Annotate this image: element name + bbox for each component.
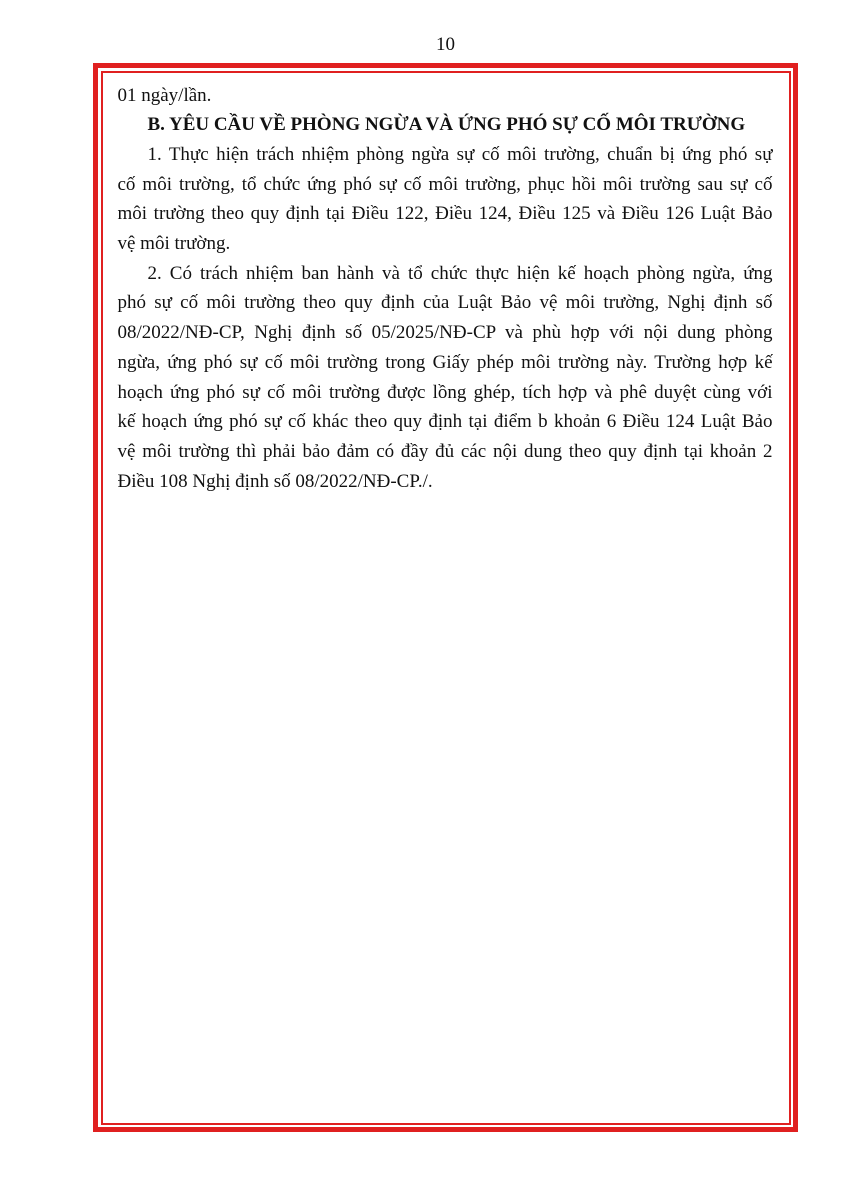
text-line: hoạch ứng phó sự cố môi trường được lồng ghép, tích hợp và phê duyệt cùng với bbox=[117, 381, 773, 403]
continuation-line: 01 ngày/lần. bbox=[117, 84, 212, 106]
text-line: ngừa, ứng phó sự cố môi trường trong Giấy phép môi trường này. Trường hợp kế bbox=[117, 351, 773, 373]
paragraph-1 bbox=[118, 140, 773, 259]
text-line: 2. Có trách nhiệm ban hành và tổ chức thực hiện kế hoạch phòng ngừa, ứng bbox=[147, 262, 773, 284]
text-line: phó sự cố môi trường theo quy định của Luật Bảo vệ môi trường, Nghị định số bbox=[117, 292, 773, 314]
text-line: kế hoạch ứng phó sự cố khác theo quy định tại điểm b khoản 6 Điều 124 Luật Bảo bbox=[117, 411, 773, 433]
text-line: vệ môi trường. bbox=[117, 233, 231, 255]
text-line: 1. Thực hiện trách nhiệm phòng ngừa sự cố môi trường, chuẩn bị ứng phó sự bbox=[147, 143, 773, 165]
text-line: môi trường theo quy định tại Điều 122, Điều 124, Điều 125 và Điều 126 Luật Bảo bbox=[117, 203, 773, 225]
document-border-frame bbox=[93, 63, 798, 1132]
text-line: vệ môi trường thì phải bảo đảm có đầy đủ các nội dung theo quy định tại khoản 2 bbox=[117, 440, 773, 462]
text-line: cố môi trường, tổ chức ứng phó sự cố môi trường, phục hồi môi trường sau sự cố bbox=[117, 173, 773, 195]
text-line: 08/2022/NĐ-CP, Nghị định số 05/2025/NĐ-CP và phù hợp với nội dung phòng bbox=[117, 322, 773, 344]
page-number: 10 bbox=[436, 34, 455, 55]
paragraph-2 bbox=[118, 259, 773, 497]
section-heading: B. YÊU CẦU VỀ PHÒNG NGỪA VÀ ỨNG PHÓ SỰ CỐ MÔI TRƯỜNG bbox=[147, 114, 746, 136]
document-content bbox=[103, 73, 789, 1123]
document-border-inner bbox=[101, 71, 791, 1125]
text-line: Điều 108 Nghị định số 08/2022/NĐ-CP./. bbox=[117, 470, 433, 492]
